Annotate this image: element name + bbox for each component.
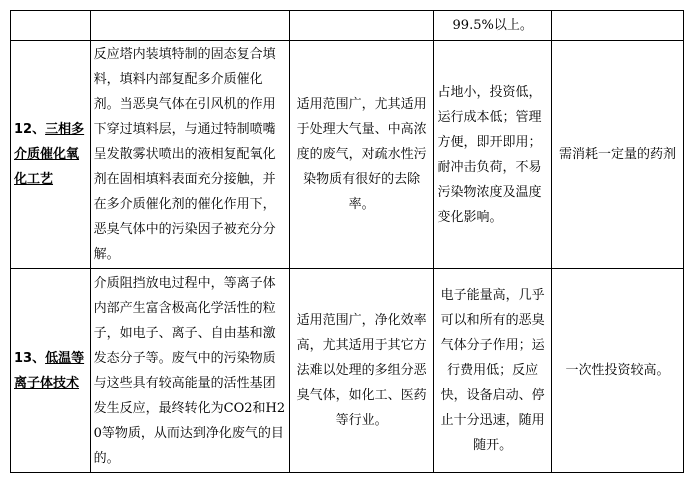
technology-number: 12、 [14, 122, 46, 137]
technology-name-cell [11, 41, 91, 269]
advantages-cell: 电子能量高，几乎可以和所有的恶臭气体分子作用；运行费用低；反应快，设备启动、停止十分迅速，随用随开。 [434, 269, 551, 473]
scope-cell [289, 11, 434, 41]
disadvantages-cell: 需消耗一定量的药剂 [551, 41, 683, 269]
table-row [11, 41, 684, 269]
advantages-cell: 99.5%以上。 [434, 11, 551, 41]
technology-comparison-table [10, 10, 684, 473]
scope-cell: 适用范围广，尤其适用于处理大气量、中高浓度的废气，对疏水性污染物质有很好的去除率。 [289, 41, 434, 269]
table-row [11, 11, 684, 41]
technology-name-cell [11, 269, 91, 473]
technology-number: 13、 [14, 350, 46, 366]
scope-cell: 适用范围广，净化效率高，尤其适用于其它方法难以处理的多组分恶臭气体，如化工、医药等行业。 [289, 269, 434, 473]
number-name-cell [11, 11, 91, 41]
technology-name: 低温等离子体技术 [14, 350, 85, 391]
disadvantages-cell: 一次性投资较高。 [551, 269, 683, 473]
principle-cell: 介质阻挡放电过程中，等离子体内部产生富含极高化学活性的粒子，如电子、离子、自由基和激发态分子等。废气中的污染物质与这些具有较高能量的活性基团发生反应，最终转化为CO2和H20等物质，从而达到净化废气的目的。 [90, 269, 289, 473]
advantages-cell: 占地小，投资低，运行成本低；管理方便，即开即用；耐冲击负荷，不易污染物浓度及温度变化影响。 [434, 41, 551, 269]
principle-cell: 反应塔内装填特制的固态复合填料，填料内部复配多介质催化剂。当恶臭气体在引风机的作用下穿过填料层，与通过特制喷嘴呈发散雾状喷出的液相复配氧化剂在固相填料表面充分接触，并在多介质催化剂的催化作用下，恶臭气体中的污染因子被充分分解。 [90, 41, 289, 269]
table-row [11, 269, 684, 473]
technology-name: 三相多介质催化氧化工艺 [14, 122, 85, 187]
disadvantages-cell [551, 11, 683, 41]
principle-cell [90, 11, 289, 41]
